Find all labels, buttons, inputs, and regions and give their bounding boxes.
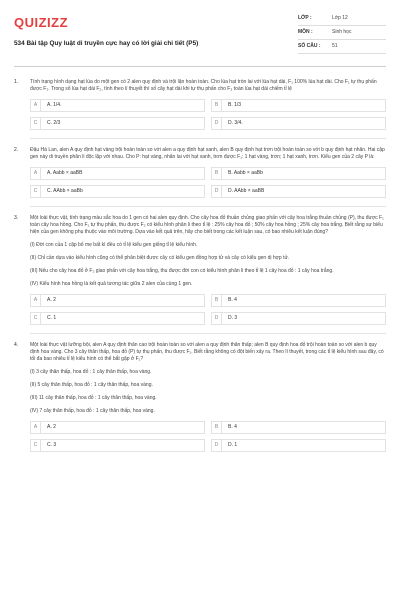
option-text: B. 1/3: [228, 102, 242, 108]
question-body: [30, 215, 386, 325]
option-text: A. 1/4.: [47, 102, 62, 108]
question-number: 4.: [14, 342, 19, 348]
quizizz-logo: QUIZIZZ: [14, 15, 69, 30]
option-text: B. 4: [228, 297, 237, 303]
question-text: Một loài thực vật lưỡng bội, alen A quy định thân cao trội hoàn toàn so với alen a quy định thân thấp; alen B quy định hoa đỏ trội hoàn toàn so với alen b quy định hoa vàng. Cho 3 cây thân thấp, hoa đỏ (P) tự thụ phấn, thu được F₁. Biết rằng không có đột biến xảy ra. Theo lí thuyết, trong các tỉ lệ kiểu hình sau đây, có tối đa bao nhiêu tỉ lệ kiểu hình có thể bắt gặp ở F₁?: [30, 342, 384, 362]
question-statement: (IV) Kiểu hình hoa hồng là kết quả tương tác giữa 2 alen của cùng 1 gen.: [30, 281, 193, 287]
meta-label: MÔN :: [298, 29, 313, 35]
answer-option-d[interactable]: [211, 439, 386, 452]
answer-option-c[interactable]: [30, 439, 205, 452]
option-letter-box: B: [212, 100, 222, 111]
option-text: C. 2/3: [47, 120, 61, 126]
option-letter-box: D: [212, 118, 222, 129]
meta-label: LỚP :: [298, 15, 312, 21]
option-letter-box: C: [31, 118, 41, 129]
header: [14, 10, 386, 70]
question-text: Tính trạng hình dạng hạt lúa do một gen có 2 alen quy định và trội lặn hoàn toàn. Cho lúa hạt tròn lai với lúa hạt dài, F₁ 100% lúa hạt dài. Cho F₁ tự thụ phấn được F₂. Trong số lúa hạt dài F₂, tính theo lí thuyết thì số cây hạt dài khi tự thụ phấn cho F₃ toàn lúa hạt dài chiếm tỉ lệ: [30, 79, 377, 92]
question-1: [14, 79, 386, 130]
page-title: 534 Bài tập Quy luật di truyền cực hay có lời giải chi tiết (P5): [14, 40, 199, 48]
option-letter-box: A: [31, 295, 41, 306]
meta-row-count: [298, 40, 386, 54]
meta-panel: [298, 12, 386, 54]
meta-value: 51: [332, 43, 338, 49]
answer-option-a[interactable]: [30, 99, 205, 112]
option-text: B. Aabb × aaBb: [228, 170, 263, 176]
header-left: [14, 10, 198, 49]
meta-row-class: [298, 12, 386, 26]
answer-option-b[interactable]: [211, 294, 386, 307]
meta-label: SỐ CÂU :: [298, 43, 321, 49]
option-text: B. 4: [228, 424, 237, 430]
question-statement: (II) Chỉ cần dựa vào kiểu hình cũng có thể phân biệt được cây có kiểu gen đồng hợp tử và cây có kiểu gen dị hợp tử.: [30, 255, 290, 261]
question-separator: [30, 138, 386, 139]
answer-option-a[interactable]: [30, 421, 205, 434]
option-letter-box: C: [31, 440, 41, 451]
option-text: D. 3/4.: [228, 120, 243, 126]
question-body: [30, 79, 386, 130]
answer-option-c[interactable]: [30, 117, 205, 130]
answer-options: [30, 294, 386, 325]
answer-option-d[interactable]: [211, 185, 386, 198]
option-letter-box: B: [212, 422, 222, 433]
answer-option-c[interactable]: [30, 312, 205, 325]
option-text: D. 1: [228, 442, 238, 448]
option-letter-box: A: [31, 168, 41, 179]
question-body: [30, 342, 386, 452]
question-2: [14, 147, 386, 198]
answer-option-d[interactable]: [211, 312, 386, 325]
option-letter-box: A: [31, 100, 41, 111]
question-statement: (II) 5 cây thân thấp, hoa đỏ : 1 cây thân thấp, hoa vàng.: [30, 382, 153, 388]
option-letter-box: C: [31, 313, 41, 324]
option-text: A. Aabb × aaBB: [47, 170, 83, 176]
question-number: 2.: [14, 147, 19, 153]
question-separator: [30, 206, 386, 207]
option-letter-box: D: [212, 440, 222, 451]
answer-option-a[interactable]: [30, 294, 205, 307]
question-list: [14, 79, 386, 452]
question-separator: [30, 333, 386, 334]
question-body: [30, 147, 386, 198]
option-letter-box: A: [31, 422, 41, 433]
option-text: C. AAbb × aaBb: [47, 188, 83, 194]
answer-options: [30, 167, 386, 198]
option-letter-box: D: [212, 186, 222, 197]
option-text: C. 3: [47, 442, 57, 448]
question-statement: (III) Nếu cho cây hoa đỏ ở F₂ giao phấn với cây hoa trắng, thu được đời con có kiểu hình phân li theo tỉ lệ 1 cây hoa đỏ : 1 cây hoa trắng.: [30, 268, 334, 274]
option-letter-box: B: [212, 168, 222, 179]
answer-option-c[interactable]: [30, 185, 205, 198]
answer-option-b[interactable]: [211, 99, 386, 112]
option-letter-box: C: [31, 186, 41, 197]
question-3: [14, 215, 386, 325]
question-4: [14, 342, 386, 452]
answer-option-d[interactable]: [211, 117, 386, 130]
option-text: D. 3: [228, 315, 238, 321]
question-number: 1.: [14, 79, 19, 85]
option-text: A. 2: [47, 424, 56, 430]
question-statement: (IV) 7 cây thân thấp, hoa đỏ : 1 cây thân thấp, hoa vàng.: [30, 408, 155, 414]
meta-value: Lớp 12: [332, 15, 348, 21]
answer-options: [30, 421, 386, 452]
answer-option-b[interactable]: [211, 167, 386, 180]
question-statement: (I) Đời con của 1 cặp bố mẹ bất kì đều có tỉ lệ kiểu gen giống tỉ lệ kiểu hình.: [30, 242, 198, 248]
answer-option-a[interactable]: [30, 167, 205, 180]
meta-value: Sinh học: [332, 29, 352, 35]
answer-options: [30, 99, 386, 130]
option-letter-box: B: [212, 295, 222, 306]
header-divider: [14, 66, 386, 67]
option-letter-box: D: [212, 313, 222, 324]
question-statement: (I) 3 cây thân thấp, hoa đỏ : 1 cây thân thấp, hoa vàng.: [30, 369, 152, 375]
option-text: C. 1: [47, 315, 57, 321]
option-text: D. AAbb × aaBB: [228, 188, 265, 194]
question-text: Đậu Hà Lan, alen A quy định hạt vàng trội hoàn toàn so với alen a quy định hạt xanh, alen B quy định hạt trơn trội hoàn toàn so với b quy định hạt nhăn. Hai cặp gen này di truyền phân li độc lập với nhau. Cho P: hạt vàng, nhăn lai với hạt xanh, trơn được F₁: 1 hạt vàng, trơn; 1 hạt xanh, trơn. Kiểu gen của 2 cây P là:: [30, 147, 385, 160]
option-text: A. 2: [47, 297, 56, 303]
question-number: 3.: [14, 215, 19, 221]
meta-row-subject: [298, 26, 386, 40]
question-text: Một loài thực vật, tính trạng màu sắc hoa do 1 gen có hai alen quy định. Cho cây hoa đỏ thuần chủng giao phấn với cây hoa trắng thuần chủng (P), thu được F₁ toàn cây hoa hồng. Cho F₁ tự thụ phấn, thu được F₂ có kiểu hình phân li theo tỉ lệ : 25% cây hoa đỏ ; 50% cây hoa hồng ; 25% cây hoa trắng. Biết rằng sự biểu hiện của gen không phụ thuộc vào môi trường. Dựa vào kết quả trên, hãy cho biết trong các kết luận sau, có bao nhiêu kết luận đúng?: [30, 215, 384, 235]
answer-option-b[interactable]: [211, 421, 386, 434]
question-statement: (III) 11 cây thân thấp, hoa đỏ : 1 cây thân thấp, hoa vàng.: [30, 395, 157, 401]
